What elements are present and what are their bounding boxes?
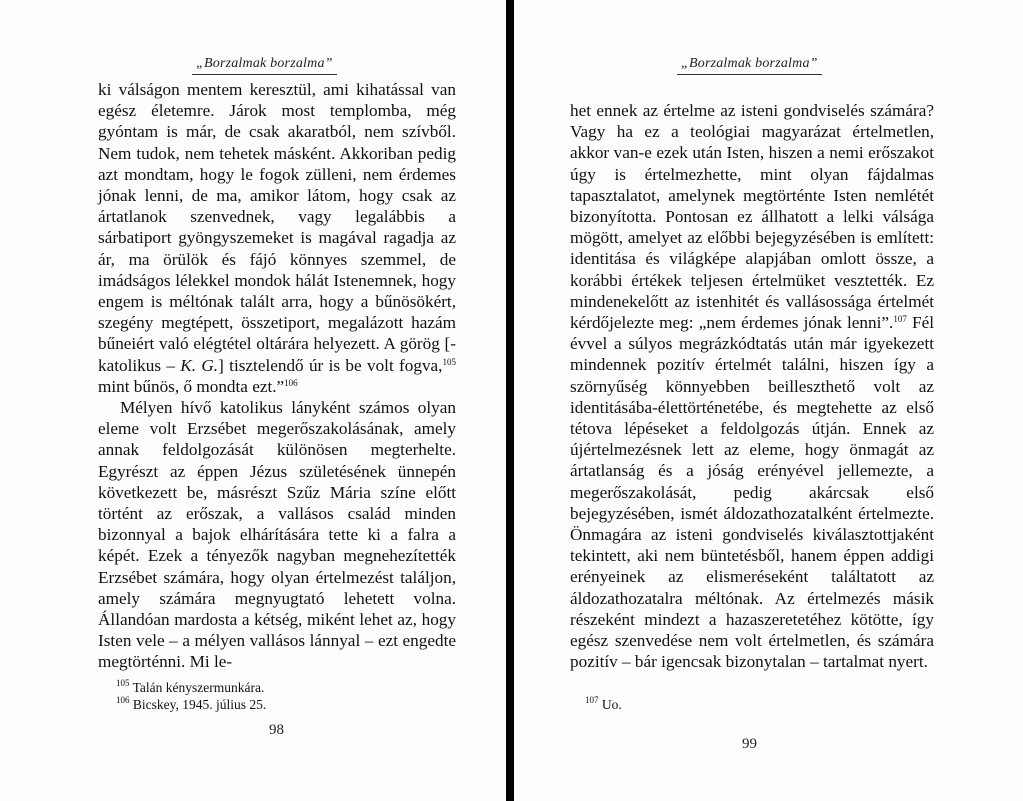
left-body-text [98,79,456,673]
footnote-ref[interactable]: 107 [893,314,907,325]
right-footnotes [585,696,622,713]
footnote [116,679,266,696]
paragraph [98,79,456,397]
footnote-text: Uo. [598,697,622,712]
footnote-number: 107 [585,695,599,705]
book-gutter [506,0,514,801]
footnote-ref[interactable]: 106 [284,377,298,388]
left-footnotes [116,679,266,713]
running-head-text: „Borzalmak borzalma” [681,56,818,71]
running-head-rule [192,74,337,75]
paragraph-text: Fél évvel a súlyos megrázkódtatás után már igyekezett mindennek pozitív értelmét találni, hiszen így a szörnyűség könnyebben beilleszthető volt az identitásába-élettörténetébe, és megtehette az első tétova lépéseket a feldolgozás útján. Ennek az újértelmezésnek lett az eleme, hogy önmagát az ártatlanság és a jóság erényével jellemezte, a megerőszakolását, pedig akárcsak első bejegyzésében, ismét áldozathozatalként értelmezte. Önmagára az isteni gondviselés kiválasztottjaként tekintett, aki nem büntetésből, hanem éppen addigi erényeinek az elismeréseként találtatott az áldozathozatalra méltónak. Az értelmezés másik részeként mindezt a hazaszeretetéhez kötötte, így egész szenvedése nem volt értelmetlen, és számára pozitív – bár igencsak bizonytalan – tartalmat nyert. [570,313,934,672]
footnote-number: 105 [116,678,130,688]
left-page [0,0,506,801]
footnote-number: 106 [116,695,130,705]
footnote [585,696,622,713]
paragraph-text: het ennek az értelme az isteni gondviselés számára? Vagy ha ez a teológiai magyarázat értelmetlen, akkor van-e ezek után Isten, hiszen a nemi erőszakot úgy is értelmezhette, mint olyan fájdalmas tapasztalatot, amelynek megtörténte Isten nemlétét bizonyította. Pontosan ez állhatott a lelki válsága mögött, amelyet az előbbi bejegyzésében is említett: identitása és világképe alapjában omlott össze, a korábbi értékek teljesen értelmüket vesztették. Ez mindenekelőtt az istenhitét és vallásossága értelmét kérdőjelezte meg: „nem érdemes jónak lenni”. [570,101,934,333]
right-running-head [681,56,818,72]
paragraph: Mélyen hívő katolikus lányként számos olyan eleme volt Erzsébet megerőszakolásának, amely annak feldolgozását különösen megterhelte. Egyrészt az éppen Jézus születésének ünnepén következett be, másrészt Szűz Mária színe előtt történt az erőszak, a vallásos család minden bizonnyal a bajok elhárítására tette ki a falra a képét. Ezek a tényezők nagyban megnehezítették Erzsébet számára, hogy olyan értelmezést találjon, amely számára megnyugtató lehetett volna. Állandóan mardosta a kétség, miként lehet az, hogy Isten vele – a mélyen vallásos lánnyal – ezt engedte megtörténni. Mi le- [98,398,456,672]
right-page [514,0,1023,801]
right-body-text [570,100,934,672]
left-running-head [196,56,333,72]
footnote-ref[interactable]: 105 [442,356,456,367]
paragraph-text: ] tisztelendő úr is be volt fogva, [218,355,443,375]
paragraph-text: ki válságon mentem keresztül, ami kihatással van egész életemre. Járok most templomba, még gyóntam is már, de csak akaratból, nem szívből. Nem tudok, nem tehetek másként. Akkoriban pedig azt mondtam, hogy le fogok zülleni, nem érdemes jónak lenni, de ma, amikor látom, hogy csak az ártatlanok szenvednek, vagy legalábbis a sárbatiport gyöngyszemeket is magával ragadja az ár, ma örülök és fájó könnyes szemmel, de imádságos lélekkel mondok hálát Istenemnek, hogy engem is méltónak talált arra, hogy a bűnösökért, szegény megtépett, összetiport, megalázott hazám bűneiért való elégtétel oltárára helyezett. A görög [-katolikus – [98,80,456,375]
footnote-text: Talán kényszermunkára. [129,680,265,695]
running-head-text: „Borzalmak borzalma” [196,56,333,71]
paragraph-text: mint bűnös, ő mondta ezt.” [98,376,285,396]
footnote [116,696,266,713]
footnote-text: Bicskey, 1945. július 25. [129,697,267,712]
page-number: 98 [269,722,284,738]
running-head-rule [677,74,822,75]
italic-initials: K. G. [180,355,219,375]
page-number: 99 [742,736,757,752]
paragraph [570,100,934,672]
